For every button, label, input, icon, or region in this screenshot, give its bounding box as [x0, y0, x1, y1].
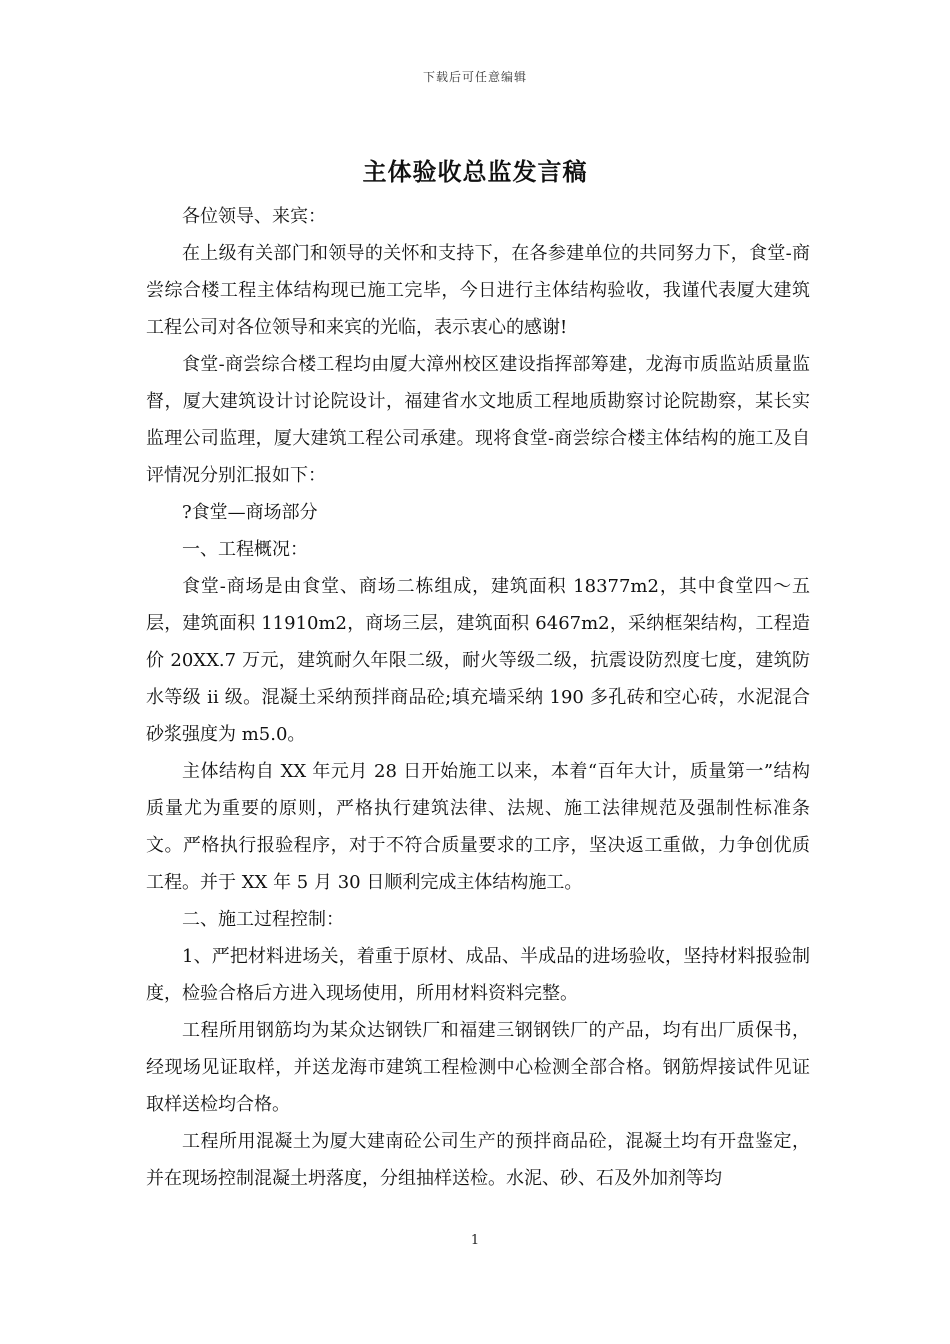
section-heading: ?食堂—商场部分	[182, 502, 318, 523]
body-paragraph: 工程所用钢筋均为某众达钢铁厂和福建三钢钢铁厂的产品，均有出厂质保书，经现场见证取样，并送龙海市建筑工程检测中心检测全部合格。钢筋焊接试件见证取样送检均合格。	[146, 1020, 810, 1115]
document-title: 主体验收总监发言稿	[362, 157, 588, 186]
header-note: 下载后可任意编辑	[422, 70, 527, 84]
body-paragraph: 1、严把材料进场关，着重于原材、成品、半成品的进场验收，坚持材料报验制度，检验合格后方进入现场使用，所用材料资料完整。	[146, 946, 810, 1004]
body-paragraph: 食堂-商尝综合楼工程均由厦大漳州校区建设指挥部筹建，龙海市质监站质量监督，厦大建筑设计讨论院设计，福建省水文地质工程地质勘察讨论院勘察，某长实监理公司监理，厦大建筑工程公司承建。现将食堂-商尝综合楼主体结构的施工及自评情况分别汇报如下：	[146, 354, 810, 486]
body-paragraph: 工程所用混凝土为厦大建南砼公司生产的预拌商品砼，混凝土均有开盘鉴定，并在现场控制混凝土坍落度，分组抽样送检。水泥、砂、石及外加剂等均	[146, 1131, 810, 1189]
section-heading: 二、施工过程控制：	[182, 909, 344, 930]
body-paragraph: 食堂-商场是由食堂、商场二栋组成，建筑面积 18377m2，其中食堂四～五层，建筑面积 11910m2，商场三层，建筑面积 6467m2，采纳框架结构，工程造价 20XX.7 万元，建筑耐久年限二级，耐火等级二级，抗震设防烈度七度，建筑防水等级 ii 级。混凝土采纳预拌商品砼;填充墙采纳 190 多孔砖和空心砖，水泥混合砂浆强度为 m5.0。	[146, 576, 810, 745]
body-paragraph: 主体结构自 XX 年元月 28 日开始施工以来，本着“百年大计，质量第一”结构质量尤为重要的原则，严格执行建筑法律、法规、施工法律规范及强制性标准条文。严格执行报验程序，对于不符合质量要求的工序，坚决返工重做，力争创优质工程。并于 XX 年 5 月 30 日顺利完成主体结构施工。	[146, 761, 810, 893]
salutation-paragraph: 各位领导、来宾：	[182, 206, 326, 227]
body-paragraph: 在上级有关部门和领导的关怀和支持下，在各参建单位的共同努力下，食堂-商尝综合楼工程主体结构现已施工完毕，今日进行主体结构验收，我谨代表厦大建筑工程公司对各位领导和来宾的光临，表示衷心的感谢!	[146, 243, 810, 338]
page-number: 1	[470, 1233, 480, 1248]
section-heading: 一、工程概况：	[182, 539, 308, 560]
document-body	[146, 198, 810, 1197]
